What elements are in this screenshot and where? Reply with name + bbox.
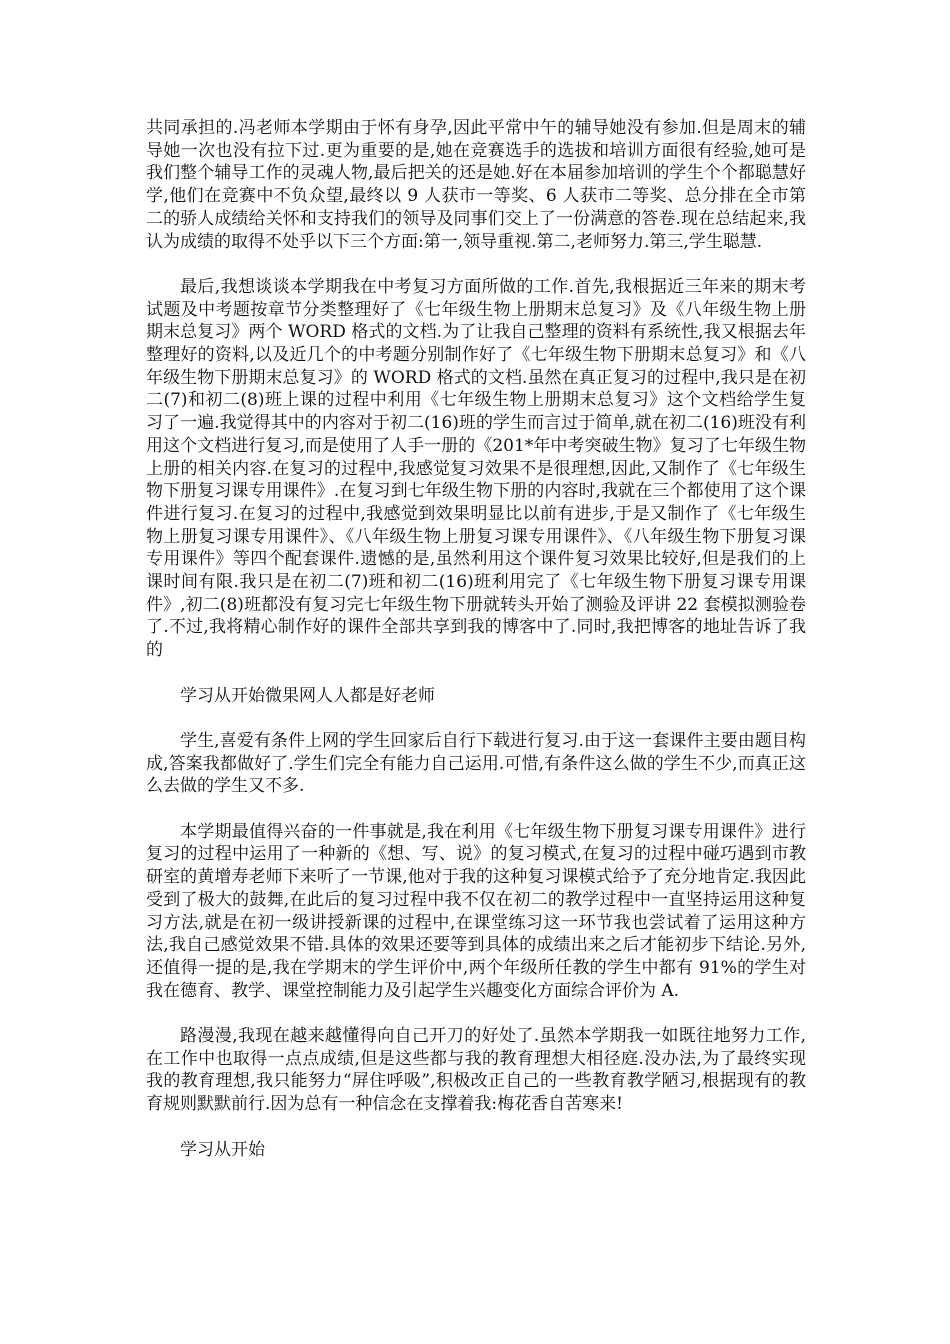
paragraph-7-heading: 学习从开始 — [180, 1139, 265, 1160]
paragraph-6: 路漫漫,我现在越来越懂得向自己开刀的好处了.虽然本学期我一如既往地努力工作,在工作中也取得一点点成绩,但是这些都与我的教育理想大相径庭.没办法,为了最终实现我的教育理想,我只能努力“屏住呼吸”,积极改正自己的一些教育教学陋习,根据现有的教育规则默默前行.因为总有一种信念在支撑着我:梅花香自苦寒来! — [146, 1026, 806, 1115]
paragraph-2: 最后,我想谈谈本学期我在中考复习方面所做的工作.首先,我根据近三年来的期末考试题及中考题按章节分类整理好了《七年级生物上册期末总复习》及《八年级生物上册期末总复习》两个 WORD 格式的文档.为了让我自己整理的资料有系统性,我又根据去年整理好的资料,以及近几个的中考题分别制作好了《七年级生物下册期末总复习》和《八年级生物下册期末总复习》的 WORD 格式的文档.虽然在真正复习的过程中,我只是在初二(7)和初二(8)班上课的过程中利用《七年级生物上册期末总复习》这个文档给学生复习了一遍.我觉得其中的内容对于初二(16)班的学生而言过于简单,就在初二(16)班没有利用这个文档进行复习,而是使用了人手一册的《201*年中考突破生物》复习了七年级生物上册的相关内容.在复习的过程中,我感觉复习效果不是很理想,因此,又制作了《七年级生物下册复习课专用课件》.在复习到七年级生物下册的内容时,我就在三个都使用了这个课件进行复习.在复习的过程中,我感觉到效果明显比以前有进步,于是又制作了《七年级生物上册复习课专用课件》、《八年级生物上册复习课专用课件》、《八年级生物下册复习课专用课件》等四个配套课件.遗憾的是,虽然利用这个课件复习效果比较好,但是我们的上课时间有限.我只是在初二(7)班和初二(16)班利用完了《七年级生物下册复习课专用课件》,初二(8)班都没有复习完七年级生物下册就转头开始了测验及评讲 22 套模拟测验卷了.不过,我将精心制作好的课件全部共享到我的博客中了.同时,我把博客的地址告诉了我的 — [146, 276, 806, 661]
paragraph-5: 本学期最值得兴奋的一件事就是,我在利用《七年级生物下册复习课专用课件》进行复习的过程中运用了一种新的《想、写、说》的复习模式,在复习的过程中碰巧遇到市教研室的黄增寿老师下来听了一节课,他对于我的这种复习课模式给予了充分地肯定.我因此受到了极大的鼓舞,在此后的复习过程中我不仅在初二的教学过程中一直坚持运用这种复习方法,就是在初一级讲授新课的过程中,在课堂练习这一环节我也尝试着了运用这种方法,我自己感觉效果不错.具体的效果还要等到具体的成绩出来之后才能初步下结论.另外,还值得一提的是,我在学期末的学生评价中,两个年级所任教的学生中都有 91%的学生对我在德育、教学、课堂控制能力及引起学生兴趣变化方面综合评价为 A. — [146, 821, 806, 1001]
paragraph-1: 共同承担的.冯老师本学期由于怀有身孕,因此平常中午的辅导她没有参加.但是周末的辅导她一次也没有拉下过.更为重要的是,她在竞赛选手的选拔和培训方面很有经验,她可是我们整个辅导工作的灵魂人物,最后把关的还是她.好在本届参加培训的学生个个都聪慧好学,他们在竞赛中不负众望,最终以 9 人获市一等奖、6 人获市二等奖、总分排在全市第二的骄人成绩给关怀和支持我们的领导及同事们交上了一份满意的答卷.现在总结起来,我认为成绩的取得不处乎以下三个方面:第一,领导重视.第二,老师努力.第三,学生聪慧. — [146, 118, 806, 252]
paragraph-4: 学生,喜爱有条件上网的学生回家后自行下载进行复习.由于这一套课件主要由题目构成,答案我都做好了.学生们完全有能力自己运用.可惜,有条件这么做的学生不少,而真正这么去做的学生又不多. — [146, 730, 806, 797]
paragraph-3-heading: 学习从开始微果网人人都是好老师 — [180, 685, 435, 706]
document-body — [146, 117, 806, 1161]
